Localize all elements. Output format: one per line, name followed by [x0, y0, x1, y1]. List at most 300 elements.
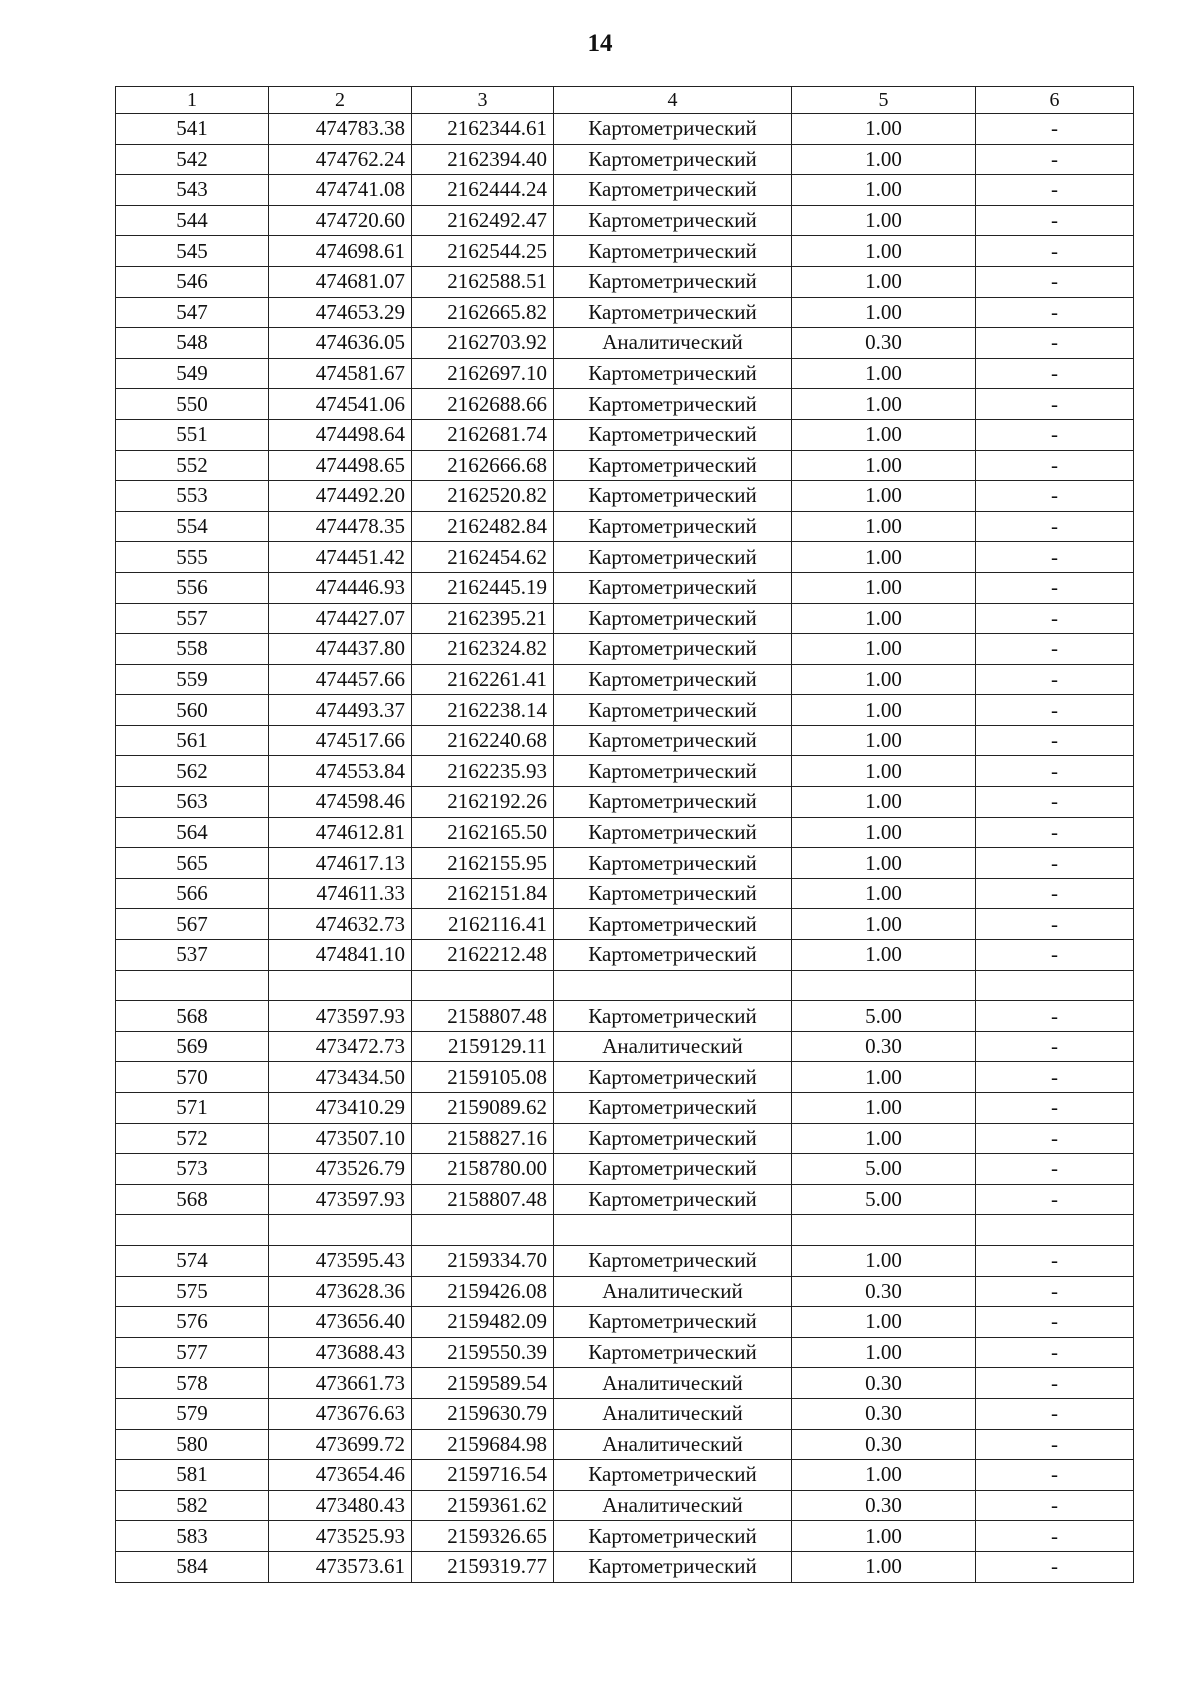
x-coordinate-cell: 474446.93: [269, 572, 412, 603]
table-row: [116, 1215, 1134, 1246]
table-row: [116, 481, 1134, 512]
method-cell: Картометрический: [554, 1093, 792, 1124]
x-coordinate-cell: 474636.05: [269, 328, 412, 359]
x-coordinate-cell: 474478.35: [269, 511, 412, 542]
note-cell: -: [976, 1001, 1134, 1032]
y-coordinate-cell: 2162155.95: [412, 848, 554, 879]
y-coordinate-cell: 2162116.41: [412, 909, 554, 940]
y-coordinate-cell: 2162394.40: [412, 144, 554, 175]
method-cell: Картометрический: [554, 940, 792, 971]
y-coordinate-cell: 2159319.77: [412, 1551, 554, 1582]
x-coordinate-cell: 474841.10: [269, 940, 412, 971]
point-number-cell: 537: [116, 940, 269, 971]
y-coordinate-cell: 2158807.48: [412, 1001, 554, 1032]
point-number-cell: 582: [116, 1490, 269, 1521]
accuracy-cell: 1.00: [792, 114, 976, 145]
table-row: [116, 114, 1134, 145]
point-number-cell: 548: [116, 328, 269, 359]
method-cell: Картометрический: [554, 114, 792, 145]
note-cell: -: [976, 664, 1134, 695]
method-cell: Аналитический: [554, 1031, 792, 1062]
x-coordinate-cell: 474617.13: [269, 848, 412, 879]
y-coordinate-cell: 2159334.70: [412, 1245, 554, 1276]
x-coordinate-cell: 473525.93: [269, 1521, 412, 1552]
method-cell: Картометрический: [554, 511, 792, 542]
method-cell: Картометрический: [554, 266, 792, 297]
y-coordinate-cell: 2162703.92: [412, 328, 554, 359]
table-row: [116, 1521, 1134, 1552]
point-number-cell: 579: [116, 1398, 269, 1429]
table-row: [116, 1460, 1134, 1491]
accuracy-cell: 1.00: [792, 205, 976, 236]
method-cell: Картометрический: [554, 358, 792, 389]
table-row: [116, 603, 1134, 634]
table-row: [116, 725, 1134, 756]
point-number-cell: 564: [116, 817, 269, 848]
coordinates-table: [115, 86, 1134, 1583]
point-number-cell: 546: [116, 266, 269, 297]
y-coordinate-cell: 2162238.14: [412, 695, 554, 726]
method-cell: Картометрический: [554, 695, 792, 726]
note-cell: -: [976, 511, 1134, 542]
method-cell: Картометрический: [554, 175, 792, 206]
point-number-cell: 559: [116, 664, 269, 695]
point-number-cell: 573: [116, 1154, 269, 1185]
y-coordinate-cell: 2162261.41: [412, 664, 554, 695]
x-coordinate-cell: 474598.46: [269, 787, 412, 818]
table-row: [116, 1062, 1134, 1093]
point-number-cell: 553: [116, 481, 269, 512]
x-coordinate-cell: [269, 1215, 412, 1246]
x-coordinate-cell: 474720.60: [269, 205, 412, 236]
note-cell: -: [976, 1551, 1134, 1582]
note-cell: -: [976, 725, 1134, 756]
accuracy-cell: 1.00: [792, 144, 976, 175]
point-number-cell: 565: [116, 848, 269, 879]
y-coordinate-cell: 2162588.51: [412, 266, 554, 297]
note-cell: -: [976, 1276, 1134, 1307]
table-row: [116, 572, 1134, 603]
point-number-cell: 556: [116, 572, 269, 603]
note-cell: -: [976, 1245, 1134, 1276]
note-cell: -: [976, 389, 1134, 420]
y-coordinate-cell: 2162240.68: [412, 725, 554, 756]
y-coordinate-cell: 2162697.10: [412, 358, 554, 389]
table-row: [116, 1490, 1134, 1521]
page-number: 14: [587, 30, 613, 57]
method-cell: [554, 970, 792, 1001]
method-cell: Картометрический: [554, 1154, 792, 1185]
point-number-cell: 571: [116, 1093, 269, 1124]
x-coordinate-cell: 474437.80: [269, 634, 412, 665]
y-coordinate-cell: 2159550.39: [412, 1337, 554, 1368]
point-number-cell: 552: [116, 450, 269, 481]
table-row: [116, 1368, 1134, 1399]
note-cell: -: [976, 481, 1134, 512]
y-coordinate-cell: 2162520.82: [412, 481, 554, 512]
x-coordinate-cell: 474457.66: [269, 664, 412, 695]
y-coordinate-cell: 2162192.26: [412, 787, 554, 818]
accuracy-cell: [792, 1215, 976, 1246]
accuracy-cell: 1.00: [792, 1093, 976, 1124]
table-row: [116, 1184, 1134, 1215]
accuracy-cell: 1.00: [792, 1337, 976, 1368]
point-number-cell: 568: [116, 1184, 269, 1215]
accuracy-cell: 1.00: [792, 542, 976, 573]
method-cell: Картометрический: [554, 1551, 792, 1582]
accuracy-cell: 1.00: [792, 236, 976, 267]
note-cell: -: [976, 1429, 1134, 1460]
x-coordinate-cell: 474612.81: [269, 817, 412, 848]
method-cell: Картометрический: [554, 878, 792, 909]
method-cell: Картометрический: [554, 542, 792, 573]
method-cell: Картометрический: [554, 634, 792, 665]
note-cell: -: [976, 1062, 1134, 1093]
accuracy-cell: 1.00: [792, 1062, 976, 1093]
y-coordinate-cell: [412, 1215, 554, 1246]
accuracy-cell: 1.00: [792, 725, 976, 756]
table-row: [116, 419, 1134, 450]
point-number-cell: 541: [116, 114, 269, 145]
y-coordinate-cell: 2162444.24: [412, 175, 554, 206]
table-row: [116, 787, 1134, 818]
table-row: [116, 1123, 1134, 1154]
x-coordinate-cell: 473573.61: [269, 1551, 412, 1582]
header-cell-5: 5: [792, 87, 976, 114]
accuracy-cell: 1.00: [792, 756, 976, 787]
accuracy-cell: 1.00: [792, 603, 976, 634]
y-coordinate-cell: 2159482.09: [412, 1307, 554, 1338]
y-coordinate-cell: 2159426.08: [412, 1276, 554, 1307]
table-row: [116, 756, 1134, 787]
x-coordinate-cell: 473654.46: [269, 1460, 412, 1491]
table-row: [116, 144, 1134, 175]
x-coordinate-cell: 474698.61: [269, 236, 412, 267]
table-row: [116, 175, 1134, 206]
note-cell: -: [976, 1031, 1134, 1062]
accuracy-cell: 1.00: [792, 175, 976, 206]
point-number-cell: 572: [116, 1123, 269, 1154]
x-coordinate-cell: 473688.43: [269, 1337, 412, 1368]
accuracy-cell: 1.00: [792, 664, 976, 695]
method-cell: Картометрический: [554, 1337, 792, 1368]
point-number-cell: 581: [116, 1460, 269, 1491]
x-coordinate-cell: 473661.73: [269, 1368, 412, 1399]
x-coordinate-cell: 474553.84: [269, 756, 412, 787]
point-number-cell: 542: [116, 144, 269, 175]
note-cell: -: [976, 756, 1134, 787]
y-coordinate-cell: 2159716.54: [412, 1460, 554, 1491]
point-number-cell: 580: [116, 1429, 269, 1460]
note-cell: -: [976, 1307, 1134, 1338]
table-row: [116, 1093, 1134, 1124]
table-row: [116, 1429, 1134, 1460]
method-cell: Аналитический: [554, 1490, 792, 1521]
point-number-cell: 550: [116, 389, 269, 420]
table-row: [116, 1154, 1134, 1185]
note-cell: -: [976, 603, 1134, 634]
method-cell: Аналитический: [554, 1276, 792, 1307]
method-cell: Картометрический: [554, 1001, 792, 1032]
method-cell: Картометрический: [554, 1062, 792, 1093]
x-coordinate-cell: 474611.33: [269, 878, 412, 909]
note-cell: -: [976, 114, 1134, 145]
accuracy-cell: 0.30: [792, 1276, 976, 1307]
y-coordinate-cell: 2159684.98: [412, 1429, 554, 1460]
x-coordinate-cell: 473526.79: [269, 1154, 412, 1185]
accuracy-cell: 1.00: [792, 634, 976, 665]
y-coordinate-cell: 2159361.62: [412, 1490, 554, 1521]
method-cell: Картометрический: [554, 236, 792, 267]
accuracy-cell: 1.00: [792, 450, 976, 481]
accuracy-cell: 1.00: [792, 909, 976, 940]
point-number-cell: 560: [116, 695, 269, 726]
method-cell: Картометрический: [554, 787, 792, 818]
table-header: [116, 87, 1134, 114]
method-cell: Картометрический: [554, 481, 792, 512]
note-cell: -: [976, 297, 1134, 328]
x-coordinate-cell: 473507.10: [269, 1123, 412, 1154]
x-coordinate-cell: 473595.43: [269, 1245, 412, 1276]
accuracy-cell: 1.00: [792, 1245, 976, 1276]
point-number-cell: 583: [116, 1521, 269, 1552]
x-coordinate-cell: 473597.93: [269, 1001, 412, 1032]
note-cell: -: [976, 909, 1134, 940]
table-row: [116, 817, 1134, 848]
point-number-cell: 569: [116, 1031, 269, 1062]
x-coordinate-cell: 474498.65: [269, 450, 412, 481]
table-row: [116, 542, 1134, 573]
header-cell-3: 3: [412, 87, 554, 114]
accuracy-cell: 1.00: [792, 848, 976, 879]
header-cell-6: 6: [976, 87, 1134, 114]
accuracy-cell: 5.00: [792, 1001, 976, 1032]
note-cell: -: [976, 848, 1134, 879]
y-coordinate-cell: [412, 970, 554, 1001]
point-number-cell: 574: [116, 1245, 269, 1276]
note-cell: -: [976, 1337, 1134, 1368]
accuracy-cell: [792, 970, 976, 1001]
point-number-cell: 575: [116, 1276, 269, 1307]
point-number-cell: 558: [116, 634, 269, 665]
accuracy-cell: 1.00: [792, 419, 976, 450]
table-row: [116, 878, 1134, 909]
note-cell: -: [976, 1154, 1134, 1185]
y-coordinate-cell: 2162151.84: [412, 878, 554, 909]
table-row: [116, 297, 1134, 328]
note-cell: -: [976, 572, 1134, 603]
method-cell: Картометрический: [554, 1123, 792, 1154]
table-row: [116, 511, 1134, 542]
method-cell: Картометрический: [554, 389, 792, 420]
x-coordinate-cell: 474741.08: [269, 175, 412, 206]
y-coordinate-cell: 2159089.62: [412, 1093, 554, 1124]
method-cell: Картометрический: [554, 756, 792, 787]
method-cell: Картометрический: [554, 297, 792, 328]
table-row: [116, 1001, 1134, 1032]
table-row: [116, 1307, 1134, 1338]
note-cell: -: [976, 419, 1134, 450]
y-coordinate-cell: 2162165.50: [412, 817, 554, 848]
note-cell: -: [976, 878, 1134, 909]
accuracy-cell: 0.30: [792, 1490, 976, 1521]
y-coordinate-cell: 2162666.68: [412, 450, 554, 481]
accuracy-cell: 0.30: [792, 1368, 976, 1399]
note-cell: [976, 970, 1134, 1001]
accuracy-cell: 1.00: [792, 817, 976, 848]
point-number-cell: 562: [116, 756, 269, 787]
x-coordinate-cell: 473699.72: [269, 1429, 412, 1460]
y-coordinate-cell: 2162344.61: [412, 114, 554, 145]
accuracy-cell: 1.00: [792, 695, 976, 726]
x-coordinate-cell: 473410.29: [269, 1093, 412, 1124]
method-cell: Картометрический: [554, 603, 792, 634]
method-cell: Картометрический: [554, 725, 792, 756]
y-coordinate-cell: 2162395.21: [412, 603, 554, 634]
accuracy-cell: 0.30: [792, 1031, 976, 1062]
x-coordinate-cell: 474492.20: [269, 481, 412, 512]
x-coordinate-cell: 473597.93: [269, 1184, 412, 1215]
point-number-cell: 584: [116, 1551, 269, 1582]
table-row: [116, 664, 1134, 695]
table-row: [116, 970, 1134, 1001]
table-row: [116, 940, 1134, 971]
table-row: [116, 1031, 1134, 1062]
point-number-cell: 555: [116, 542, 269, 573]
y-coordinate-cell: 2162681.74: [412, 419, 554, 450]
table-row: [116, 634, 1134, 665]
y-coordinate-cell: 2162665.82: [412, 297, 554, 328]
table-row: [116, 695, 1134, 726]
table-row: [116, 1245, 1134, 1276]
y-coordinate-cell: 2162324.82: [412, 634, 554, 665]
note-cell: -: [976, 205, 1134, 236]
point-number-cell: 544: [116, 205, 269, 236]
accuracy-cell: 1.00: [792, 481, 976, 512]
point-number-cell: 567: [116, 909, 269, 940]
method-cell: Картометрический: [554, 817, 792, 848]
point-number-cell: 557: [116, 603, 269, 634]
point-number-cell: 543: [116, 175, 269, 206]
point-number-cell: [116, 970, 269, 1001]
note-cell: -: [976, 450, 1134, 481]
note-cell: -: [976, 1398, 1134, 1429]
y-coordinate-cell: 2162688.66: [412, 389, 554, 420]
method-cell: Аналитический: [554, 1398, 792, 1429]
note-cell: -: [976, 358, 1134, 389]
x-coordinate-cell: 474498.64: [269, 419, 412, 450]
x-coordinate-cell: 474493.37: [269, 695, 412, 726]
x-coordinate-cell: 474451.42: [269, 542, 412, 573]
accuracy-cell: 1.00: [792, 878, 976, 909]
note-cell: -: [976, 266, 1134, 297]
x-coordinate-cell: 474517.66: [269, 725, 412, 756]
method-cell: Картометрический: [554, 909, 792, 940]
method-cell: Картометрический: [554, 664, 792, 695]
note-cell: -: [976, 634, 1134, 665]
note-cell: -: [976, 175, 1134, 206]
table-row: [116, 450, 1134, 481]
x-coordinate-cell: 473628.36: [269, 1276, 412, 1307]
table-body: [116, 114, 1134, 1583]
point-number-cell: 561: [116, 725, 269, 756]
note-cell: -: [976, 1521, 1134, 1552]
accuracy-cell: 1.00: [792, 1460, 976, 1491]
accuracy-cell: 0.30: [792, 1429, 976, 1460]
point-number-cell: 576: [116, 1307, 269, 1338]
point-number-cell: 549: [116, 358, 269, 389]
x-coordinate-cell: 473480.43: [269, 1490, 412, 1521]
accuracy-cell: 1.00: [792, 940, 976, 971]
accuracy-cell: 1.00: [792, 1521, 976, 1552]
y-coordinate-cell: 2159326.65: [412, 1521, 554, 1552]
accuracy-cell: 1.00: [792, 511, 976, 542]
header-cell-4: 4: [554, 87, 792, 114]
note-cell: -: [976, 1460, 1134, 1491]
accuracy-cell: 0.30: [792, 1398, 976, 1429]
x-coordinate-cell: 474632.73: [269, 909, 412, 940]
note-cell: -: [976, 1123, 1134, 1154]
x-coordinate-cell: 474681.07: [269, 266, 412, 297]
table-row: [116, 389, 1134, 420]
y-coordinate-cell: 2162445.19: [412, 572, 554, 603]
point-number-cell: 551: [116, 419, 269, 450]
method-cell: Картометрический: [554, 144, 792, 175]
table-row: [116, 1551, 1134, 1582]
x-coordinate-cell: 474581.67: [269, 358, 412, 389]
table-row: [116, 328, 1134, 359]
y-coordinate-cell: 2159589.54: [412, 1368, 554, 1399]
note-cell: -: [976, 542, 1134, 573]
y-coordinate-cell: 2159630.79: [412, 1398, 554, 1429]
accuracy-cell: 5.00: [792, 1184, 976, 1215]
method-cell: Картометрический: [554, 572, 792, 603]
header-row: [116, 87, 1134, 114]
x-coordinate-cell: 473434.50: [269, 1062, 412, 1093]
point-number-cell: 578: [116, 1368, 269, 1399]
point-number-cell: 566: [116, 878, 269, 909]
note-cell: [976, 1215, 1134, 1246]
table-row: [116, 358, 1134, 389]
y-coordinate-cell: 2159105.08: [412, 1062, 554, 1093]
note-cell: -: [976, 236, 1134, 267]
x-coordinate-cell: 474427.07: [269, 603, 412, 634]
table-row: [116, 1337, 1134, 1368]
table-row: [116, 205, 1134, 236]
accuracy-cell: 1.00: [792, 1551, 976, 1582]
method-cell: Картометрический: [554, 450, 792, 481]
method-cell: Картометрический: [554, 1307, 792, 1338]
point-number-cell: 545: [116, 236, 269, 267]
x-coordinate-cell: 473676.63: [269, 1398, 412, 1429]
point-number-cell: 577: [116, 1337, 269, 1368]
note-cell: -: [976, 144, 1134, 175]
note-cell: -: [976, 1184, 1134, 1215]
accuracy-cell: 1.00: [792, 358, 976, 389]
table-row: [116, 1276, 1134, 1307]
y-coordinate-cell: 2162482.84: [412, 511, 554, 542]
method-cell: Аналитический: [554, 1429, 792, 1460]
note-cell: -: [976, 787, 1134, 818]
accuracy-cell: 5.00: [792, 1154, 976, 1185]
y-coordinate-cell: 2162235.93: [412, 756, 554, 787]
method-cell: Картометрический: [554, 848, 792, 879]
x-coordinate-cell: 474653.29: [269, 297, 412, 328]
method-cell: Картометрический: [554, 1460, 792, 1491]
y-coordinate-cell: 2162454.62: [412, 542, 554, 573]
table-row: [116, 236, 1134, 267]
method-cell: Картометрический: [554, 1521, 792, 1552]
